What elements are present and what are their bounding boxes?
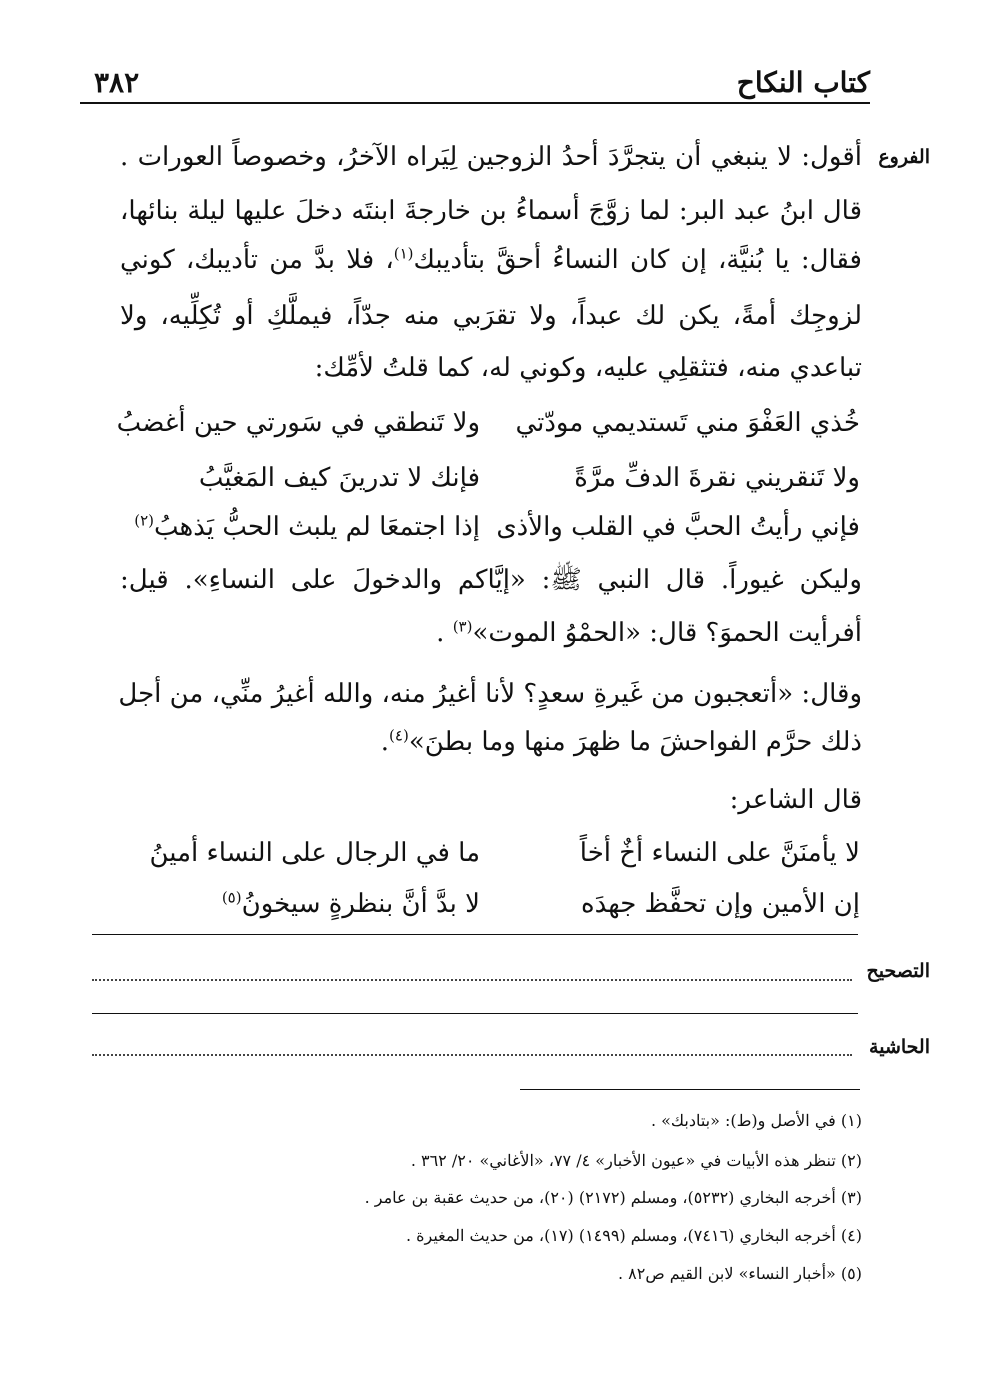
body-line-7 — [120, 613, 862, 653]
body-line-9 — [120, 722, 862, 762]
body-line-1: أقول: لا ينبغي أن يتجرَّدَ أحدُ الزوجين لِيَراه الآخرُ، وخصوصاً العورات . — [120, 142, 862, 172]
body-line-6: وليكن غيوراً. قال النبي ﷺ: «إيَّاكم والدخولَ على النساءِ». قيل: — [120, 565, 862, 595]
margin-label: الفروع — [878, 146, 930, 168]
poem1-verse1-left: ولا تَنطقي في سَورتي حين أغضبُ — [116, 408, 480, 438]
footnote-ref-5: (٥) — [221, 888, 242, 907]
poem1-verse2-left: فإنك لا تدرينَ كيف المَغيَّبُ — [198, 463, 480, 493]
body-end-rule — [92, 934, 858, 935]
footnote-4: (٤) أخرجه البخاري (٧٤١٦)، ومسلم (١٤٩٩) (١٧)، من حديث المغيرة . — [405, 1226, 862, 1245]
footnote-5: (٥) «أخبار النساء» لابن القيم ص٨٢ . — [617, 1264, 862, 1283]
footnote-3: (٣) أخرجه البخاري (٥٢٣٢)، ومسلم (٢١٧٢) (٢٠)، من حديث عقبة بن عامر . — [364, 1188, 862, 1207]
poem1-verse3-right: فإني رأيتُ الحبَّ في القلب والأذى — [496, 512, 860, 542]
annotation-label: الحاشية — [869, 1036, 930, 1058]
body-line-7-text: أفرأيت الحموَ؟ قال: «الحمْوُ الموت» — [472, 618, 862, 648]
body-line-5: تباعدي منه، فتثقلِي عليه، وكوني له، كما قلتُ لأمِّك: — [314, 353, 862, 383]
correction-rule — [92, 1013, 858, 1014]
poem2-verse2-left — [120, 884, 480, 924]
poem1-verse2-right: ولا تَنقريني نقرةَ الدفِّ مرَّةً — [574, 463, 860, 493]
poem2-verse2-right: إن الأمين وإن تحفَّظ جهدَه — [580, 889, 860, 919]
body-line-8: وقال: «أتعجبون من غَيرةِ سعدٍ؟ لأنا أغيرُ منه، والله أغيرُ منِّي، من أجل — [118, 679, 862, 709]
footnote-ref-2: (٢) — [134, 511, 154, 530]
body-line-3b: ، فلا بدَّ من تأديبك، كوني — [120, 245, 394, 275]
body-line-4: لزوجِك أمةً، يكن لك عبداً، ولا تقرَبي منه جدّاً، فيملَّكِ أو تُكِلِّيه، ولا — [120, 301, 862, 331]
poem1-verse3-left-text: إذا اجتمعَا لم يلبث الحبُّ يَذهبُ — [153, 512, 480, 542]
footnote-1: (١) في الأصل و(ط): «بتادبك» . — [650, 1111, 862, 1130]
body-line-2: قال ابنُ عبد البر: لما زوَّجَ أسماءُ بن خارجةَ ابنتَه دخلَ عليها ليلة بنائها، — [120, 196, 862, 226]
page-number: ٣٨٢ — [94, 66, 140, 99]
poem2-verse1-right: لا يأمنَنَّ على النساء أخٌ أخاً — [579, 838, 860, 868]
footnote-ref-1: (١) — [393, 244, 414, 263]
body-line-9-end: . — [380, 727, 390, 757]
body-line-3 — [120, 240, 862, 280]
body-line-7-end: . — [436, 618, 453, 648]
footnote-ref-4: (٤) — [389, 726, 409, 745]
correction-dotted-line[interactable] — [92, 979, 852, 981]
poem2-verse2-left-text: لا بدَّ أنَّ بنظرةٍ سيخونُ — [241, 889, 480, 919]
footnote-2: (٢) تنظر هذه الأبيات في «عيون الأخبار» ٤/ ٧٧، «الأغاني» ٢٠/ ٣٦٢ . — [410, 1151, 862, 1170]
running-header — [80, 60, 870, 104]
header-rule — [80, 102, 870, 104]
poem2-verse1-left: ما في الرجال على النساء أمينُ — [149, 838, 480, 868]
poem1-verse3-left — [120, 507, 480, 547]
footnote-ref-3: (٣) — [452, 617, 473, 636]
correction-label: التصحيح — [866, 960, 930, 982]
body-line-9-text: ذلك حرَّم الفواحشَ ما ظهرَ منها وما بطنَ» — [408, 727, 862, 757]
footnote-rule — [520, 1089, 860, 1090]
body-line-3a: فقال: يا بُنيَّة، إن كان النساءُ أحقَّ بتأديبك — [413, 245, 862, 275]
book-title: كتاب النكاح — [736, 66, 870, 99]
body-line-10: قال الشاعر: — [729, 785, 862, 815]
poem1-verse1-right: خُذي العَفْوَ مني تَستديمي مودّتي — [515, 408, 860, 438]
annotation-dotted-line[interactable] — [92, 1054, 852, 1056]
